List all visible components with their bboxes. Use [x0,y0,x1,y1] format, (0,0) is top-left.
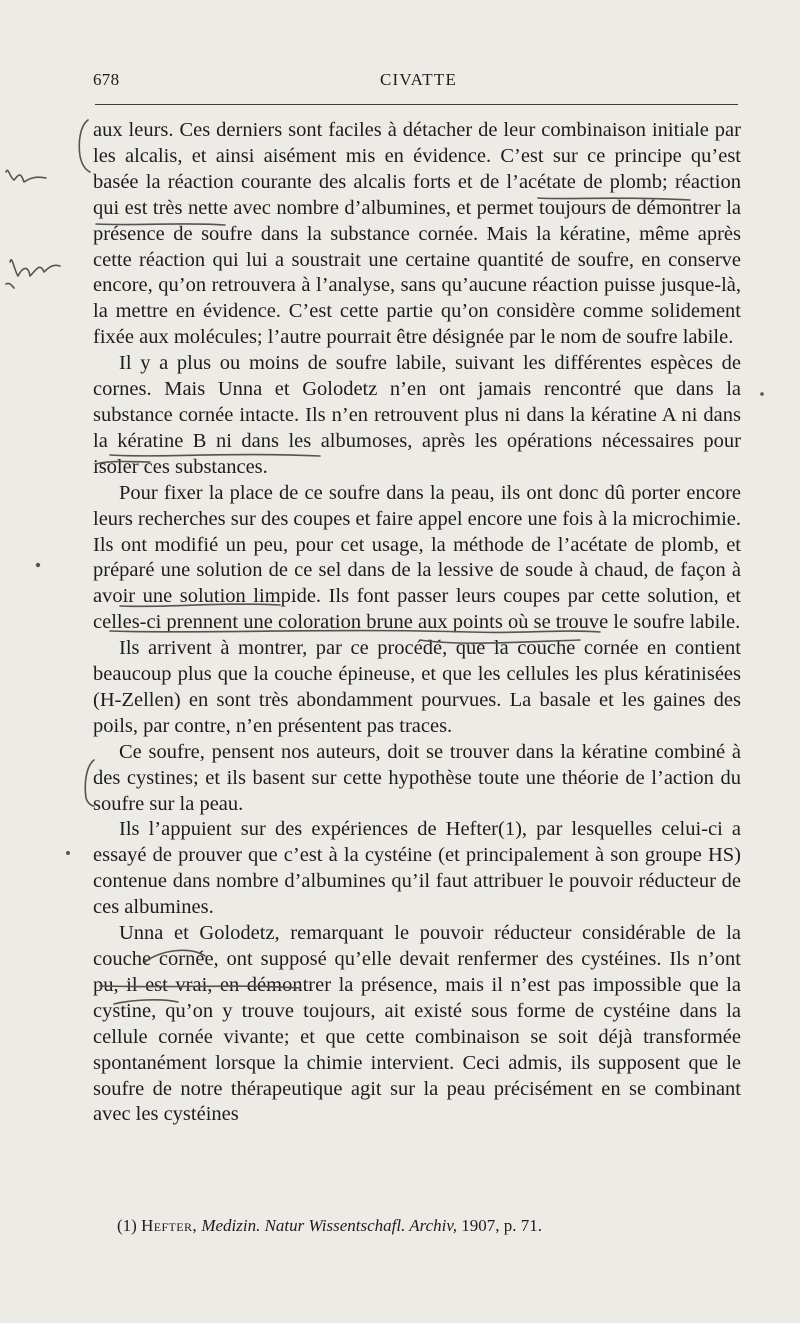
footnote-marker: (1) [117,1216,137,1235]
page-number: 678 [93,70,120,89]
paragraph-2: Il y a plus ou moins de soufre labile, suivant les différentes espèces de cornes. Mais Unna et Golodetz n’en ont jamais rencontré que dans la substance cornée intacte. Ils n’en retrouvent plus ni dans la kératine A ni dans la kératine B ni dans les albumoses, après les opérations nécessaires pour isoler ces substances. [93,352,741,478]
body-text [93,118,741,1128]
margin-scribble-2 [10,260,60,276]
header-rule [95,104,738,105]
paragraph-7: Unna et Golodetz, remarquant le pouvoir réducteur considérable de la couche cornée, ont supposé qu’elle devait renfermer des cystéines. Ils n’ont pu, il est vrai, en démontrer la présence, mais il n’est pas impossible que la cystine, qu’on y trouve toujours, ait existé sous forme de cystéine dans la cellule cornée vivante; et que cette combinaison se soit déjà transformée spontanément lorsque la chimie intervient. Ceci admis, ils supposent que le soufre de notre thérapeutique agit sur la peau précisément en se combinant avec les cystéines [93,922,741,1126]
footnote-citation: 1907, p. 71. [461,1216,542,1235]
paragraph-6: Ils l’appuient sur des expériences de Hefter(1), par lesquelles celui-ci a essayé de prouver que c’est à la cystéine (et principalement à son groupe HS) contenue dans nombre d’albumines qu’il faut attribuer le pouvoir réducteur de ces albumines. [93,818,741,919]
paragraph-1: aux leurs. Ces derniers sont faciles à détacher de leur combinaison initiale par les alcalis, et ainsi aisément mis en évidence. C’est sur ce principe qu’est basée la réaction courante des alcalis forts et de l’acétate de plomb; réaction qui est très nette avec nombre d’albumines, et permet toujours de démontrer la présence de soufre dans la substance cornée. Mais la kératine, même après cette réaction qui lui a soustrait une certaine quantité de soufre, en conserve encore, qu’on retrouvera à l’analyse, sans qu’aucune réaction puisse jusque-là, la mettre en évidence. C’est cette partie qu’on considère comme solidement fixée aux molécules; l’autre pourrait être désignée par le nom de soufre labile. [93,119,741,349]
margin-dot-3 [761,393,763,395]
footnote-title: Medizin. Natur Wissentschafl. Archiv, [201,1216,457,1235]
margin-scribble-2b [6,283,14,288]
paragraph-3: Pour fixer la place de ce soufre dans la peau, ils ont donc dû porter encore leurs recherches sur des coupes et faire appel encore une fois à la microchimie. Ils ont modifié un peu, pour cet usage, la méthode de l’acétate de plomb, et préparé une solution de ce sel dans de la lessive de soude à chaud, de façon à avoir une solution limpide. Ils font passer leurs coupes par cette solution, et celles-ci prennent une coloration brune aux points où se trouve le soufre labile. [93,481,741,634]
margin-scribble-1 [6,170,46,182]
margin-dot-1 [37,564,40,567]
margin-dot-2 [67,852,69,854]
paragraph-5: Ce soufre, pensent nos auteurs, doit se trouver dans la kératine combiné à des cystines; et ils basent sur cette hypothèse toute une théorie de l’action du soufre sur la peau. [93,740,741,815]
footnote [117,1215,737,1237]
paragraph-4: Ils arrivent à montrer, par ce procédé, que la couche cornée en contient beaucoup plus que la couche épineuse, et que les cellules les plus kératinisées (H-Zellen) en sont très abondamment pourvues. La basale et les gaines des poils, par contre, n’en présentent pas traces. [93,637,741,737]
margin-bracket-top [79,120,90,172]
page-header [93,70,738,94]
footnote-author: Hefter, [141,1216,198,1235]
running-head: CIVATTE [380,70,458,89]
